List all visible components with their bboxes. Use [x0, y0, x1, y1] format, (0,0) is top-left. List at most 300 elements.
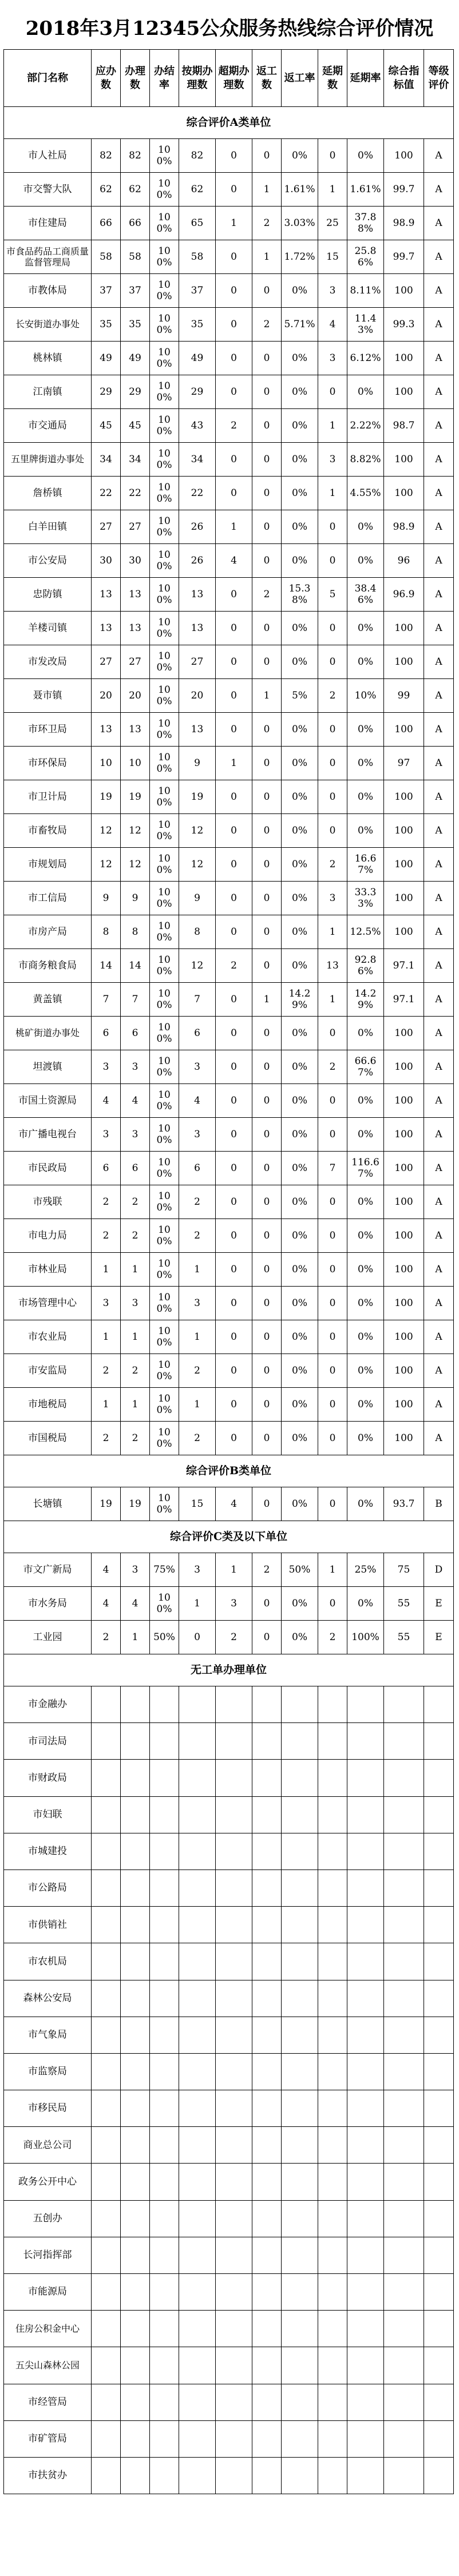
table-cell: 8 [179, 915, 216, 949]
table-row [4, 1287, 454, 1320]
table-cell: 13 [121, 578, 150, 612]
table-row [4, 1587, 454, 1621]
table-cell: 0 [216, 713, 252, 747]
table-cell: 4 [121, 1084, 150, 1118]
table-cell: 0% [347, 1487, 384, 1521]
table-cell: 97.1 [384, 949, 424, 983]
table-cell: 0 [216, 1422, 252, 1455]
table-row [4, 645, 454, 679]
table-cell: A [424, 1422, 454, 1455]
section-row [4, 1654, 454, 1686]
table-cell: 4 [216, 1487, 252, 1521]
table-cell [282, 1943, 318, 1980]
table-cell [384, 2090, 424, 2127]
table-cell: 25.86% [347, 240, 384, 274]
table-cell [150, 2457, 179, 2494]
table-cell [252, 1796, 282, 1833]
table-cell [424, 2347, 454, 2384]
table-cell [347, 2017, 384, 2053]
table-row [4, 409, 454, 443]
table-cell: 0 [216, 274, 252, 308]
table-cell: 8.82% [347, 443, 384, 477]
table-cell: 9 [92, 882, 121, 915]
table-cell [424, 2200, 454, 2237]
table-cell: 100 [384, 342, 424, 375]
table-cell: 8 [92, 915, 121, 949]
table-cell: 100 [384, 477, 424, 510]
table-cell: A [424, 645, 454, 679]
table-cell [347, 1686, 384, 1723]
table-cell: 2 [179, 1219, 216, 1253]
table-cell: 0 [252, 139, 282, 173]
table-cell: 0 [318, 780, 347, 814]
table-cell: 2 [252, 308, 282, 342]
table-cell: 26 [179, 544, 216, 578]
table-row [4, 1870, 454, 1906]
table-cell [179, 1833, 216, 1870]
table-cell: A [424, 983, 454, 1017]
table-cell: 100% [150, 510, 179, 544]
table-cell: 66.67% [347, 1050, 384, 1084]
table-cell [179, 2347, 216, 2384]
table-cell: 49 [121, 342, 150, 375]
table-cell: 29 [179, 375, 216, 409]
column-header: 综合指标值 [384, 50, 424, 107]
table-cell [318, 2311, 347, 2347]
table-cell [318, 1686, 347, 1723]
table-cell: A [424, 443, 454, 477]
table-cell [282, 2200, 318, 2237]
table-cell: 1.72% [282, 240, 318, 274]
table-cell: 0% [347, 544, 384, 578]
table-row [4, 1796, 454, 1833]
table-cell [384, 2237, 424, 2273]
table-row [4, 2090, 454, 2127]
department-name: 市教体局 [4, 274, 92, 308]
table-cell: 100% [150, 1487, 179, 1521]
table-cell: 82 [121, 139, 150, 173]
table-cell: 96.9 [384, 578, 424, 612]
table-cell: 12 [92, 848, 121, 882]
table-cell: 3 [318, 274, 347, 308]
table-cell: 100% [150, 1587, 179, 1621]
table-cell [318, 2384, 347, 2420]
table-cell: 2 [318, 848, 347, 882]
table-cell: 100% [150, 443, 179, 477]
table-cell: D [424, 1553, 454, 1587]
table-cell: 0 [318, 1354, 347, 1388]
table-cell [252, 2090, 282, 2127]
table-cell: E [424, 1621, 454, 1654]
table-cell: 1 [318, 1553, 347, 1587]
table-cell: A [424, 780, 454, 814]
table-cell: 100 [384, 375, 424, 409]
department-name: 市安监局 [4, 1354, 92, 1388]
table-cell [150, 1723, 179, 1760]
table-row [4, 1084, 454, 1118]
table-cell [121, 1943, 150, 1980]
table-cell [282, 2457, 318, 2494]
table-cell: 2 [121, 1185, 150, 1219]
table-cell: 0% [347, 1354, 384, 1388]
table-cell: 100 [384, 1017, 424, 1050]
table-cell: 66 [121, 207, 150, 240]
table-cell [216, 2164, 252, 2200]
table-cell [424, 2237, 454, 2273]
table-cell: 100% [150, 645, 179, 679]
department-name: 森林公安局 [4, 1980, 92, 2017]
table-cell: 2 [252, 578, 282, 612]
table-cell: 100% [150, 1287, 179, 1320]
table-cell: 11.43% [347, 308, 384, 342]
table-cell: 3.03% [282, 207, 318, 240]
table-cell: 0% [347, 139, 384, 173]
table-cell: 19 [92, 780, 121, 814]
table-cell: 100% [150, 1422, 179, 1455]
table-cell: A [424, 1287, 454, 1320]
table-cell [179, 2017, 216, 2053]
table-cell: 0% [282, 1084, 318, 1118]
table-cell: A [424, 1253, 454, 1287]
table-cell: 0 [216, 477, 252, 510]
table-cell: 100% [150, 612, 179, 645]
department-name: 桃林镇 [4, 342, 92, 375]
table-cell: 99.7 [384, 173, 424, 207]
table-cell [282, 1796, 318, 1833]
table-cell: A [424, 915, 454, 949]
table-cell [252, 2237, 282, 2273]
department-name: 市经管局 [4, 2384, 92, 2420]
table-cell: 0 [318, 1422, 347, 1455]
table-cell: 0 [252, 1050, 282, 1084]
table-cell: 10 [121, 747, 150, 780]
table-cell: 0% [347, 1388, 384, 1422]
table-cell [384, 2164, 424, 2200]
table-cell: 9 [121, 882, 150, 915]
table-cell [282, 1686, 318, 1723]
table-row [4, 1833, 454, 1870]
table-cell [384, 2127, 424, 2164]
table-row [4, 308, 454, 342]
table-cell [179, 2090, 216, 2127]
table-cell: 100% [150, 1084, 179, 1118]
table-cell: 1 [252, 679, 282, 713]
table-cell [384, 2053, 424, 2090]
table-cell: 13 [121, 713, 150, 747]
department-name: 市残联 [4, 1185, 92, 1219]
evaluation-table [3, 49, 454, 2494]
table-cell: 0 [318, 747, 347, 780]
table-cell [216, 2017, 252, 2053]
table-cell: 100 [384, 274, 424, 308]
department-name: 长河指挥部 [4, 2237, 92, 2273]
table-cell: 3 [121, 1050, 150, 1084]
table-cell [282, 1907, 318, 1943]
table-cell: 0 [216, 578, 252, 612]
table-cell [384, 1980, 424, 2017]
table-cell: 37 [92, 274, 121, 308]
department-name: 五创办 [4, 2200, 92, 2237]
table-cell: 1 [121, 1320, 150, 1354]
table-cell: 65 [179, 207, 216, 240]
table-cell: 0% [282, 915, 318, 949]
table-cell: 0 [318, 1017, 347, 1050]
section-row [4, 1521, 454, 1553]
table-cell [424, 2090, 454, 2127]
table-cell [150, 2053, 179, 2090]
table-cell: 0% [282, 1219, 318, 1253]
table-cell [216, 1907, 252, 1943]
table-cell: 0 [252, 375, 282, 409]
table-cell [318, 1796, 347, 1833]
table-cell: 0 [318, 1287, 347, 1320]
table-cell [347, 1760, 384, 1796]
table-cell: 27 [121, 645, 150, 679]
table-cell: 0 [216, 1152, 252, 1185]
table-cell: A [424, 308, 454, 342]
table-row [4, 814, 454, 848]
department-name: 白羊田镇 [4, 510, 92, 544]
table-cell: 0 [252, 747, 282, 780]
table-cell [150, 1760, 179, 1796]
table-cell [282, 2237, 318, 2273]
table-cell: A [424, 578, 454, 612]
table-cell: 0% [347, 1118, 384, 1152]
table-cell: 0% [282, 848, 318, 882]
table-cell [282, 2053, 318, 2090]
table-cell: A [424, 544, 454, 578]
department-name: 羊楼司镇 [4, 612, 92, 645]
table-row [4, 679, 454, 713]
table-cell: 0 [252, 510, 282, 544]
table-cell [150, 2200, 179, 2237]
table-cell: 0% [282, 409, 318, 443]
table-cell: 3 [92, 1118, 121, 1152]
table-cell [318, 2457, 347, 2494]
table-cell [121, 1723, 150, 1760]
section-title: 综合评价B类单位 [4, 1455, 454, 1487]
column-header: 超期办理数 [216, 50, 252, 107]
table-cell: 0% [347, 1422, 384, 1455]
table-cell: 0 [252, 780, 282, 814]
table-cell [318, 2420, 347, 2457]
table-cell [150, 2347, 179, 2384]
table-cell [92, 2457, 121, 2494]
department-name: 商业总公司 [4, 2127, 92, 2164]
table-cell: 5% [282, 679, 318, 713]
table-cell: 100% [150, 1219, 179, 1253]
department-name: 坦渡镇 [4, 1050, 92, 1084]
table-row [4, 780, 454, 814]
table-cell [216, 2274, 252, 2311]
table-cell: 0 [216, 882, 252, 915]
column-header: 延期率 [347, 50, 384, 107]
table-row [4, 578, 454, 612]
table-cell [347, 2053, 384, 2090]
table-cell: 3 [121, 1287, 150, 1320]
table-cell: 0 [252, 612, 282, 645]
table-cell: 6 [179, 1017, 216, 1050]
department-name: 市国土资源局 [4, 1084, 92, 1118]
table-cell: 100 [384, 1050, 424, 1084]
table-cell [179, 1760, 216, 1796]
table-cell [92, 2164, 121, 2200]
table-cell: 0 [252, 544, 282, 578]
table-row [4, 1422, 454, 1455]
table-cell: 0 [216, 240, 252, 274]
table-cell: 0 [216, 1253, 252, 1287]
table-cell [92, 2017, 121, 2053]
table-cell [179, 1907, 216, 1943]
table-cell: 0% [282, 1287, 318, 1320]
table-row [4, 2384, 454, 2420]
table-cell: 75 [384, 1553, 424, 1587]
table-cell [282, 2164, 318, 2200]
table-cell: 100 [384, 443, 424, 477]
table-cell: 1 [121, 1621, 150, 1654]
table-row [4, 2274, 454, 2311]
table-cell: 2 [216, 409, 252, 443]
table-cell: 0 [252, 848, 282, 882]
table-cell: 14.29% [282, 983, 318, 1017]
table-cell: 3 [179, 1118, 216, 1152]
table-cell [252, 1833, 282, 1870]
table-row [4, 949, 454, 983]
table-cell: 0 [252, 1118, 282, 1152]
table-cell: 58 [92, 240, 121, 274]
table-cell: 0% [282, 1050, 318, 1084]
table-cell: A [424, 747, 454, 780]
table-cell: A [424, 510, 454, 544]
table-cell [92, 1907, 121, 1943]
table-row [4, 342, 454, 375]
table-cell: 1 [252, 240, 282, 274]
table-cell [384, 2347, 424, 2384]
table-cell: 20 [179, 679, 216, 713]
table-cell: 7 [179, 983, 216, 1017]
table-cell: 100% [150, 713, 179, 747]
table-cell: 0% [282, 1253, 318, 1287]
table-cell [424, 1723, 454, 1760]
department-name: 市畜牧局 [4, 814, 92, 848]
table-cell: 97 [384, 747, 424, 780]
table-cell: 0 [216, 1320, 252, 1354]
table-cell [92, 2127, 121, 2164]
table-cell: 3 [318, 342, 347, 375]
table-cell: 14 [121, 949, 150, 983]
table-cell: 0 [318, 645, 347, 679]
table-cell [179, 2457, 216, 2494]
table-cell [121, 2311, 150, 2347]
table-cell: 1 [318, 915, 347, 949]
table-cell: 0 [216, 342, 252, 375]
table-cell: 1 [216, 510, 252, 544]
table-cell: 0% [282, 713, 318, 747]
table-cell: 0 [216, 1050, 252, 1084]
table-cell: 100% [150, 544, 179, 578]
table-cell [282, 2127, 318, 2164]
column-header: 应办数 [92, 50, 121, 107]
table-cell: 0 [252, 645, 282, 679]
table-cell [252, 2274, 282, 2311]
department-name: 市公路局 [4, 1870, 92, 1906]
table-cell [92, 1760, 121, 1796]
table-row [4, 477, 454, 510]
table-cell [252, 2347, 282, 2384]
table-cell [347, 1870, 384, 1906]
table-cell [347, 2457, 384, 2494]
table-cell [92, 2420, 121, 2457]
table-cell [384, 2274, 424, 2311]
table-cell [92, 1943, 121, 1980]
table-cell [424, 2164, 454, 2200]
table-cell: 0 [252, 342, 282, 375]
table-cell: 100% [150, 915, 179, 949]
table-cell: A [424, 1185, 454, 1219]
table-cell: 0 [318, 713, 347, 747]
table-cell [92, 2090, 121, 2127]
table-cell [282, 2274, 318, 2311]
table-cell: 2 [216, 949, 252, 983]
table-row [4, 139, 454, 173]
table-cell: 13 [121, 612, 150, 645]
table-cell: 22 [179, 477, 216, 510]
table-cell: 6 [92, 1152, 121, 1185]
table-cell [318, 2200, 347, 2237]
table-cell: 2 [216, 1621, 252, 1654]
column-header: 延期数 [318, 50, 347, 107]
department-name: 市国税局 [4, 1422, 92, 1455]
table-row [4, 2200, 454, 2237]
column-header: 办结率 [150, 50, 179, 107]
table-cell [216, 2384, 252, 2420]
department-name: 市商务粮食局 [4, 949, 92, 983]
table-cell: 14.29% [347, 983, 384, 1017]
table-cell: 4 [92, 1553, 121, 1587]
table-cell [424, 2457, 454, 2494]
department-name: 江南镇 [4, 375, 92, 409]
table-cell [216, 2090, 252, 2127]
table-cell [92, 1980, 121, 2017]
table-cell [121, 1870, 150, 1906]
table-cell: 100% [150, 173, 179, 207]
table-cell: 100% [150, 1320, 179, 1354]
table-cell [121, 2237, 150, 2273]
table-cell: 0 [318, 1587, 347, 1621]
department-name: 市金融办 [4, 1686, 92, 1723]
table-cell: 0% [282, 510, 318, 544]
table-cell: 100% [150, 1118, 179, 1152]
table-cell: 100% [150, 1152, 179, 1185]
table-cell: 13 [92, 612, 121, 645]
table-row [4, 375, 454, 409]
table-cell: 100 [384, 1185, 424, 1219]
department-name: 市住建局 [4, 207, 92, 240]
table-cell [424, 1686, 454, 1723]
table-cell: 0% [282, 882, 318, 915]
table-cell [318, 2017, 347, 2053]
table-row [4, 1686, 454, 1723]
table-row [4, 510, 454, 544]
table-row [4, 1621, 454, 1654]
table-cell [318, 2164, 347, 2200]
table-cell [150, 2384, 179, 2420]
table-cell [318, 2127, 347, 2164]
table-cell: 0% [347, 510, 384, 544]
table-cell [92, 2347, 121, 2384]
table-row [4, 983, 454, 1017]
table-cell [318, 1833, 347, 1870]
